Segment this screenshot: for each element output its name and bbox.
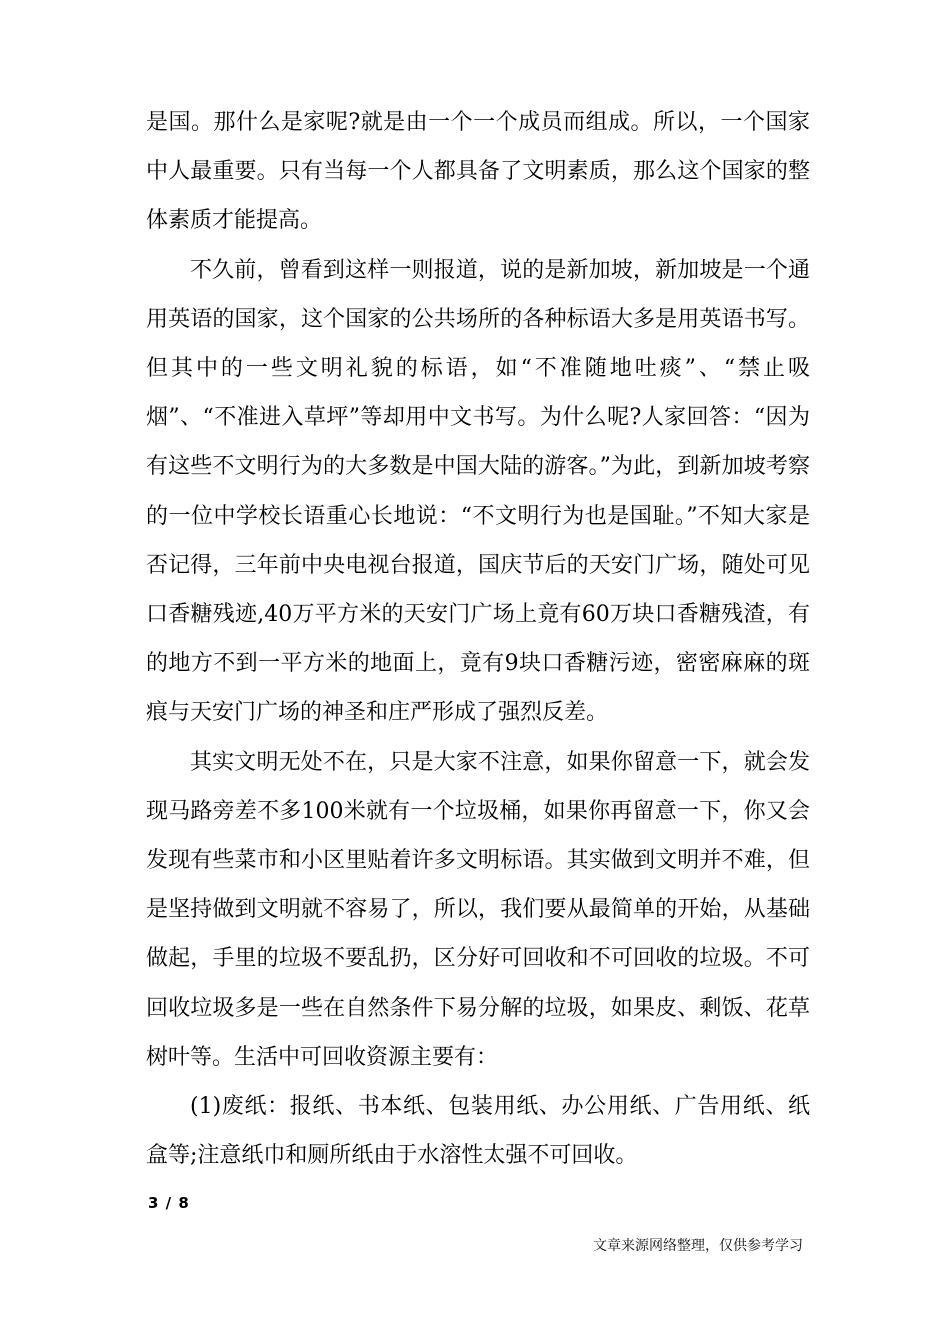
paragraph-civilization-everywhere: 其实文明无处不在，只是大家不注意，如果你留意一下，就会发现马路旁差不多100米就有一个垃圾桶，如果你再留意一下，你又会发现有些菜市和小区里贴着许多文明标语。其实做到文明并不难，但是坚持做到文明就不容易了，所以，我们要从最简单的开始，从基础做起，手里的垃圾不要乱扔，区分好可回收和不可回收的垃圾。不可回收垃圾多是一些在自然条件下易分解的垃圾，如果皮、剩饭、花草树叶等。生活中可回收资源主要有： (146, 749, 810, 1070)
source-note: 文章来源网络整理，仅供参考学习 (593, 1238, 803, 1254)
paragraph-continuation: 是国。那什么是家呢?就是由一个一个成员而组成。所以，一个国家中人最重要。只有当每一个人都具备了文明素质，那么这个国家的整体素质才能提高。 (146, 110, 810, 234)
page-number: 3 / 8 (148, 1194, 190, 1212)
paragraph-waste-paper: (1)废纸：报纸、书本纸、包装用纸、办公用纸、广告用纸、纸盒等;注意纸巾和厕所纸由于水溶性太强不可回收。 (146, 1094, 810, 1169)
paragraph-singapore-report: 不久前，曾看到这样一则报道，说的是新加坡，新加坡是一个通用英语的国家，这个国家的公共场所的各种标语大多是用英语书写。但其中的一些文明礼貌的标语，如“不准随地吐痰”、“禁止吸烟”、“不准进入草坪”等却用中文书写。为什么呢?人家回答：“因为有这些不文明行为的大多数是中国大陆的游客。”为此，到新加坡考察的一位中学校长语重心长地说：“不文明行为也是国耻。”不知大家是否记得，三年前中央电视台报道，国庆节后的天安门广场，随处可见口香糖残迹,40万平方米的天安门广场上竟有60万块口香糖残渣，有的地方不到一平方米的地面上，竟有9块口香糖污迹，密密麻麻的斑痕与天安门广场的神圣和庄严形成了强烈反差。 (146, 257, 810, 726)
article-body (146, 98, 810, 1180)
